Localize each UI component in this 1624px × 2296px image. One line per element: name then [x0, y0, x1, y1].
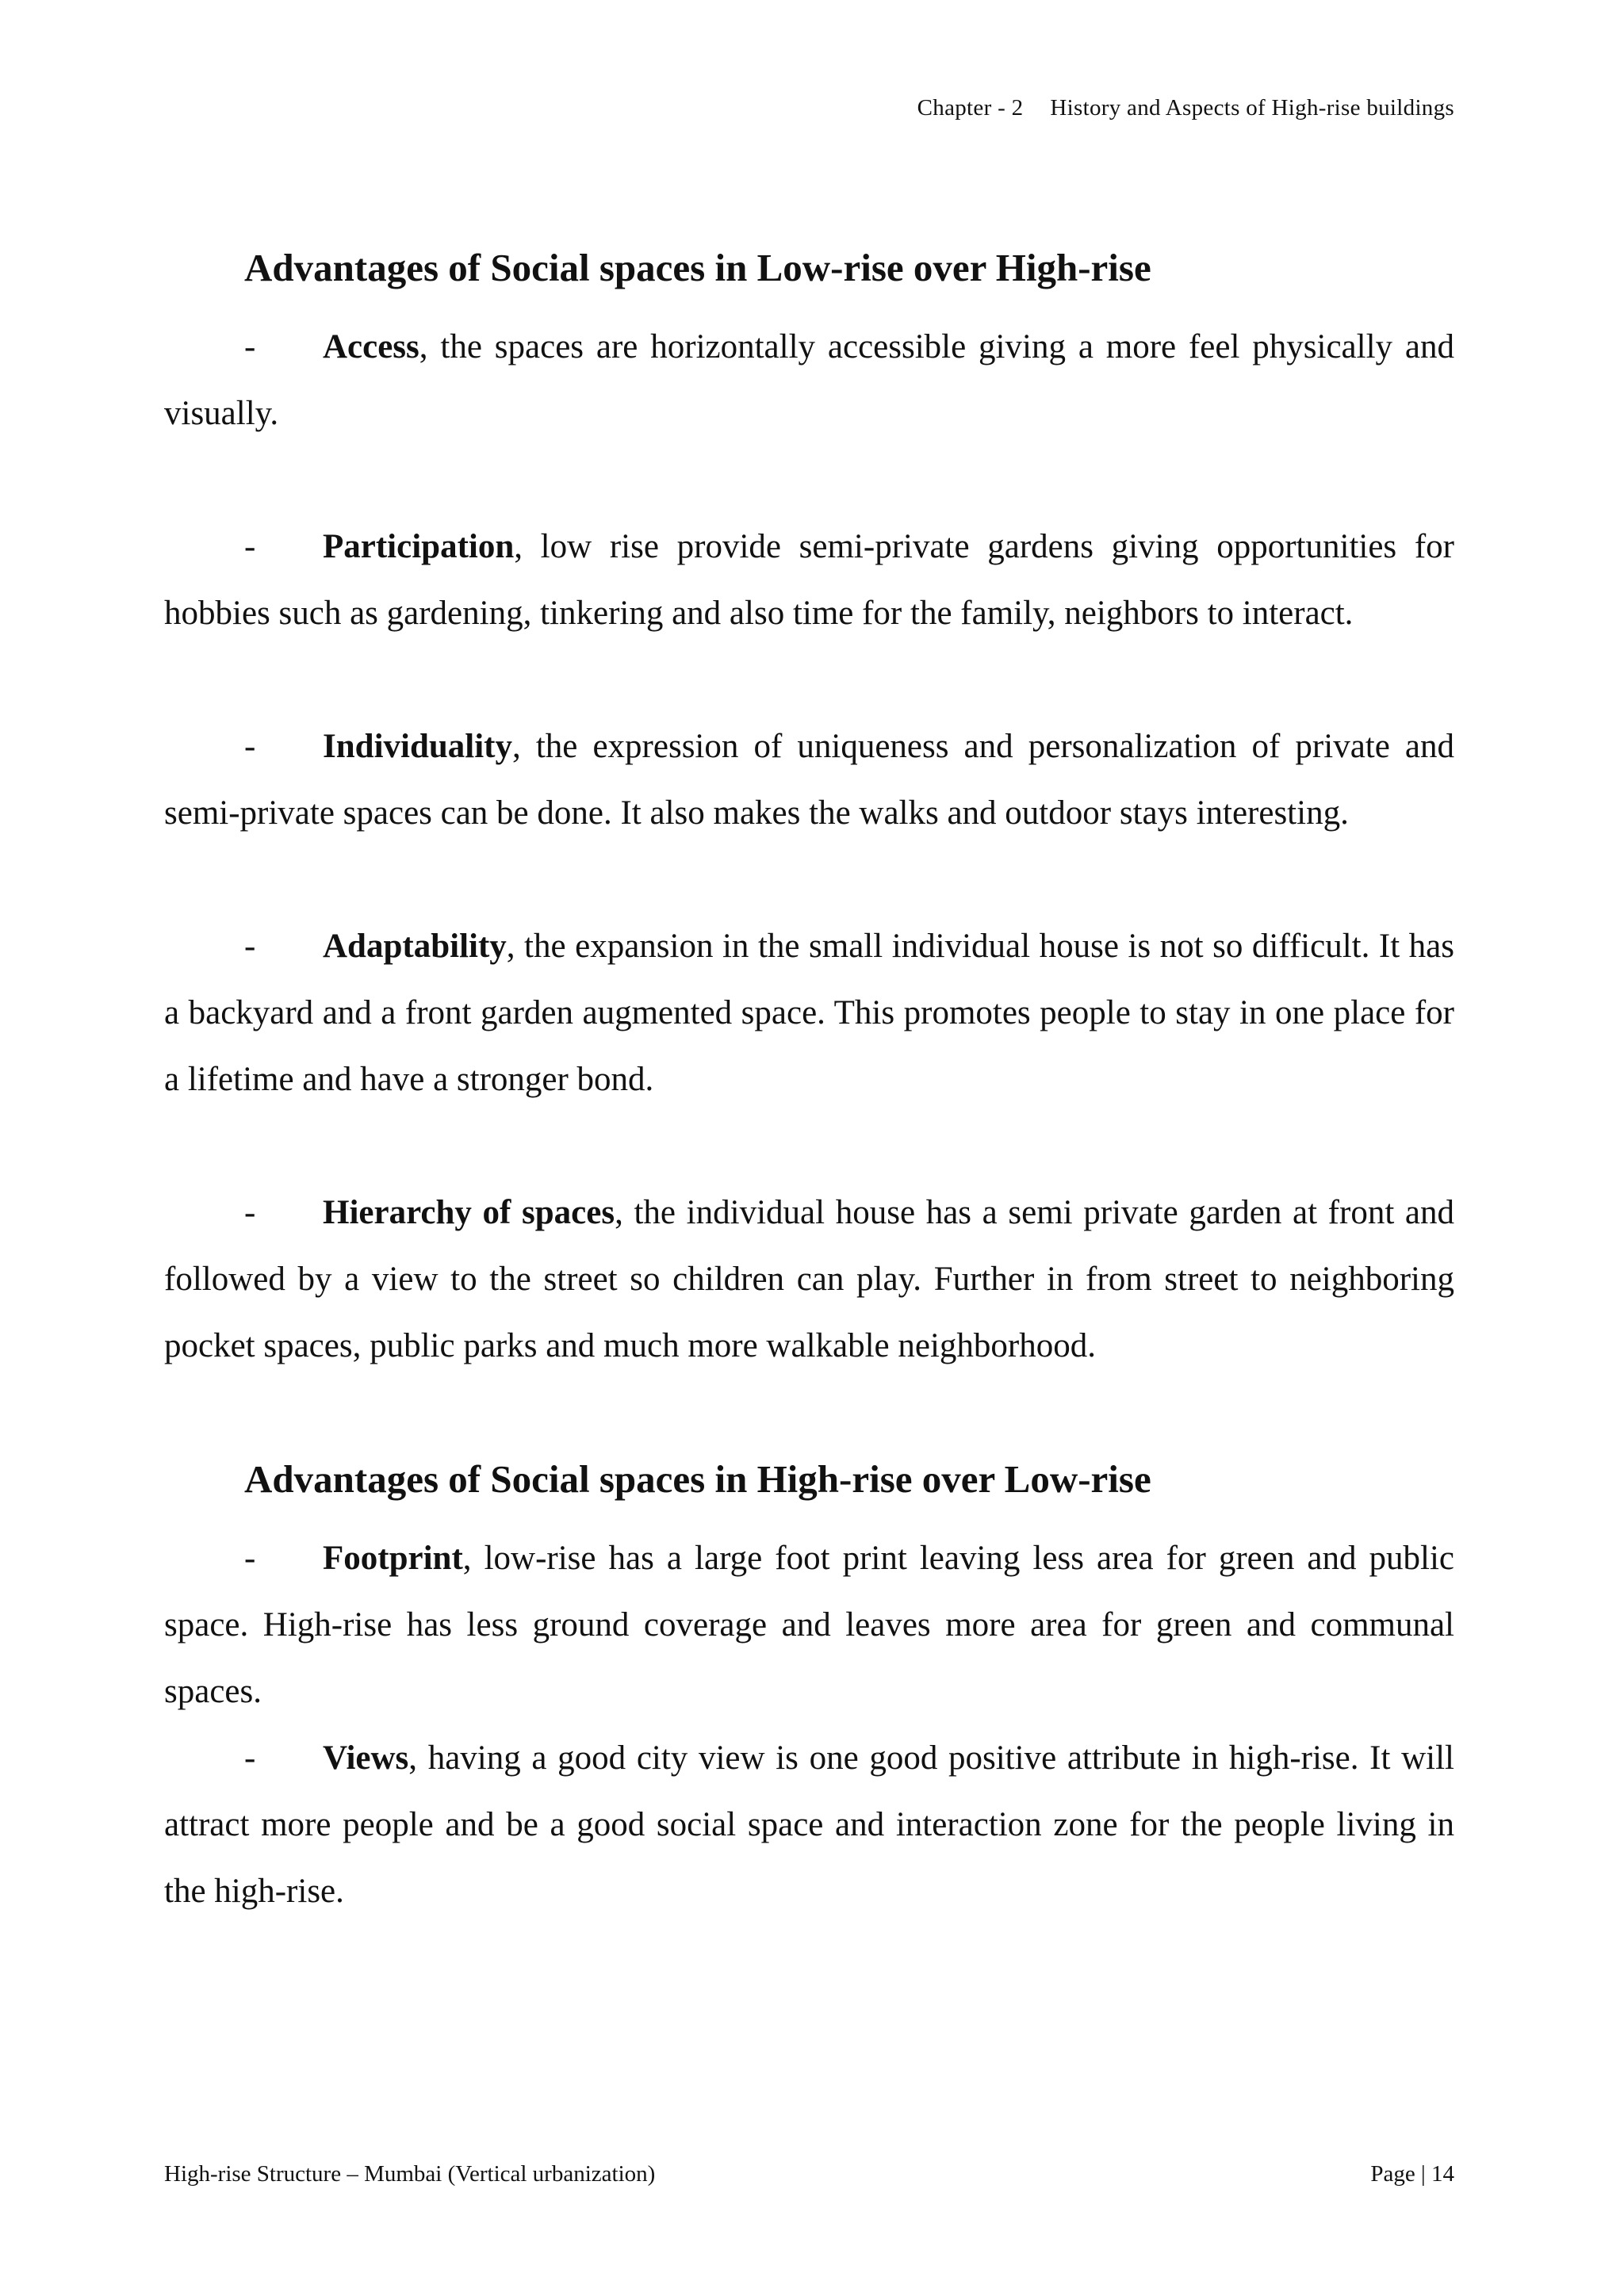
section-title: Advantages of Social spaces in Low-rise over High-rise	[244, 246, 1151, 289]
item-term: Footprint	[323, 1540, 463, 1577]
item-text: , the expansion in the small individual house is not so difficult. It has a backyard and a front garden augmented space. This promotes people to stay in one place for a lifetime and have a stronger bond.	[164, 928, 1454, 1098]
chapter-title: History and Aspects of High-rise buildings	[1050, 95, 1454, 121]
page-number: Page | 14	[1370, 2161, 1454, 2187]
page-content	[164, 235, 1454, 1925]
section-title: Advantages of Social spaces in High-rise over Low-rise	[244, 1457, 1151, 1501]
list-item-views: - Views, having a good city view is one good positive attribute in high-rise. It will attract more people and be a good social space and interaction zone for the people living in the high-rise.	[164, 1739, 1454, 1910]
item-text: , the spaces are horizontally accessible giving a more feel physically and visually.	[164, 328, 1454, 432]
item-term: Participation	[323, 528, 515, 565]
item-text: , the expression of uniqueness and personalization of private and semi-private spaces can be done. It also makes the walks and outdoor stays interesting.	[164, 728, 1454, 832]
item-term: Adaptability	[323, 928, 507, 965]
item-text: , the individual house has a semi private garden at front and followed by a view to the street so children can play. Further in from street to neighboring pocket spaces, public parks and much more walkable neighborhood.	[164, 1194, 1455, 1364]
item-text: , having a good city view is one good positive attribute in high-rise. It will attract more people and be a good social space and interaction zone for the people living in the high-rise.	[164, 1739, 1454, 1910]
item-term: Access	[323, 328, 419, 365]
section-high-rise-advantages	[164, 1446, 1454, 1925]
list-item-adaptability: - Adaptability, the expansion in the small individual house is not so difficult. It has a backyard and a front garden augmented space. This promotes people to stay in one place for a lifetime and have a stronger bond.	[164, 928, 1454, 1098]
chapter-label: Chapter - 2	[917, 95, 1024, 121]
page-footer	[164, 2161, 1454, 2187]
list-item-individuality: - Individuality, the expression of uniqueness and personalization of private and semi-private spaces can be done. It also makes the walks and outdoor stays interesting.	[164, 728, 1454, 832]
item-term: Hierarchy of spaces	[323, 1194, 615, 1231]
item-text: , low-rise has a large foot print leaving less area for green and public space. High-rise has less ground coverage and leaves more area for green and communal spaces.	[164, 1540, 1454, 1710]
item-term: Views	[323, 1739, 409, 1777]
footer-document-title: High-rise Structure – Mumbai (Vertical urbanization)	[164, 2161, 656, 2187]
list-item-access: - Access, the spaces are horizontally accessible giving a more feel physically and visually.	[164, 328, 1454, 432]
list-item-hierarchy: - Hierarchy of spaces, the individual house has a semi private garden at front and followed by a view to the street so children can play. Further in from street to neighboring pocket spaces, public parks and much more walkable neighborhood.	[164, 1194, 1455, 1364]
item-term: Individuality	[323, 728, 512, 765]
page-header	[917, 95, 1454, 121]
section-low-rise-advantages	[164, 235, 1454, 1380]
item-text: , low rise provide semi-private gardens giving opportunities for hobbies such as gardening, tinkering and also time for the family, neighbors to interact.	[164, 528, 1454, 632]
list-item-participation: - Participation, low rise provide semi-private gardens giving opportunities for hobbies such as gardening, tinkering and also time for the family, neighbors to interact.	[164, 528, 1454, 632]
list-item-footprint: - Footprint, low-rise has a large foot print leaving less area for green and public space. High-rise has less ground coverage and leaves more area for green and communal spaces.	[164, 1540, 1454, 1710]
